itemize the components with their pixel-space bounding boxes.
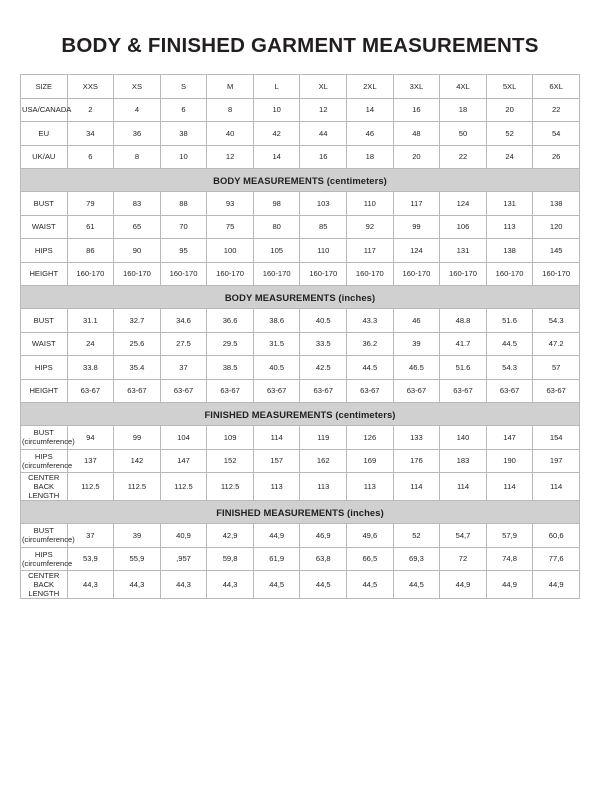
table-cell: 16 — [393, 98, 440, 122]
table-cell: 160-170 — [253, 262, 300, 286]
table-cell: 74,8 — [486, 547, 533, 571]
table-cell: 12 — [300, 98, 347, 122]
row-label: BUST (circumference) — [21, 524, 68, 548]
table-cell: 48 — [393, 122, 440, 146]
table-cell: 44,9 — [253, 524, 300, 548]
table-cell: 80 — [253, 215, 300, 239]
header-size-xl: XL — [300, 75, 347, 99]
row-label: HIPS (circumference — [21, 449, 68, 473]
table-cell: 2 — [67, 98, 114, 122]
table-cell: 112.5 — [67, 473, 114, 501]
table-cell: 72 — [440, 547, 487, 571]
table-cell: 131 — [486, 192, 533, 216]
table-cell: 147 — [486, 426, 533, 450]
measurements-table — [20, 74, 580, 599]
table-cell: 117 — [393, 192, 440, 216]
table-row — [21, 192, 580, 216]
table-cell: 22 — [533, 98, 580, 122]
table-cell: 160-170 — [486, 262, 533, 286]
table-cell: 44,5 — [393, 571, 440, 599]
table-cell: 29.5 — [207, 332, 254, 356]
table-cell: 44,9 — [440, 571, 487, 599]
table-cell: 32.7 — [114, 309, 161, 333]
table-cell: 103 — [300, 192, 347, 216]
table-cell: 39 — [393, 332, 440, 356]
table-cell: 160-170 — [300, 262, 347, 286]
table-cell: 63-67 — [160, 379, 207, 403]
table-cell: 42.5 — [300, 356, 347, 380]
table-cell: 137 — [67, 449, 114, 473]
table-cell: 55,9 — [114, 547, 161, 571]
table-cell: 183 — [440, 449, 487, 473]
table-cell: 40 — [207, 122, 254, 146]
header-size-5xl: 5XL — [486, 75, 533, 99]
table-cell: 57,9 — [486, 524, 533, 548]
table-cell: 42,9 — [207, 524, 254, 548]
table-cell: 112.5 — [207, 473, 254, 501]
table-cell: 38.5 — [207, 356, 254, 380]
table-cell: 42 — [253, 122, 300, 146]
table-cell: 114 — [253, 426, 300, 450]
table-cell: 46 — [393, 309, 440, 333]
table-cell: 12 — [207, 145, 254, 169]
table-cell: 37 — [160, 356, 207, 380]
table-cell: 63-67 — [253, 379, 300, 403]
table-cell: 20 — [486, 98, 533, 122]
table-cell: 10 — [253, 98, 300, 122]
table-header-row — [21, 75, 580, 99]
table-cell: 93 — [207, 192, 254, 216]
header-size-xxs: XXS — [67, 75, 114, 99]
header-size-2xl: 2XL — [347, 75, 394, 99]
table-cell: 138 — [486, 239, 533, 263]
header-size-label: SIZE — [21, 75, 68, 99]
table-cell: 88 — [160, 192, 207, 216]
table-cell: 160-170 — [347, 262, 394, 286]
table-cell: 46 — [347, 122, 394, 146]
table-cell: 51.6 — [486, 309, 533, 333]
header-size-l: L — [253, 75, 300, 99]
table-cell: 63-67 — [114, 379, 161, 403]
table-cell: 24 — [486, 145, 533, 169]
table-cell: 113 — [253, 473, 300, 501]
table-cell: 44,3 — [207, 571, 254, 599]
row-label: UK/AU — [21, 145, 68, 169]
table-cell: 34 — [67, 122, 114, 146]
table-cell: 160-170 — [440, 262, 487, 286]
table-cell: 59,8 — [207, 547, 254, 571]
header-size-s: S — [160, 75, 207, 99]
row-label: WAIST — [21, 332, 68, 356]
table-cell: 98 — [253, 192, 300, 216]
table-row — [21, 356, 580, 380]
table-cell: 8 — [207, 98, 254, 122]
table-cell: 63,8 — [300, 547, 347, 571]
table-cell: 63-67 — [67, 379, 114, 403]
table-cell: 197 — [533, 449, 580, 473]
table-row — [21, 449, 580, 473]
table-cell: 61 — [67, 215, 114, 239]
table-cell: 70 — [160, 215, 207, 239]
row-label: BUST — [21, 309, 68, 333]
table-cell: 52 — [393, 524, 440, 548]
row-label: HEIGHT — [21, 379, 68, 403]
table-cell: 39 — [114, 524, 161, 548]
table-cell: 154 — [533, 426, 580, 450]
table-cell: 6 — [67, 145, 114, 169]
table-cell: 77,6 — [533, 547, 580, 571]
table-row — [21, 571, 580, 599]
table-cell: 44 — [300, 122, 347, 146]
section-title: BODY MEASUREMENTS (centimeters) — [21, 169, 580, 192]
row-label: CENTER BACK LENGTH — [21, 473, 68, 501]
table-cell: 83 — [114, 192, 161, 216]
table-cell: 54.3 — [486, 356, 533, 380]
table-row — [21, 145, 580, 169]
table-cell: 26 — [533, 145, 580, 169]
row-label: BUST (circumference) — [21, 426, 68, 450]
measurements-table-body — [21, 75, 580, 599]
table-cell: 145 — [533, 239, 580, 263]
table-cell: 114 — [486, 473, 533, 501]
header-size-3xl: 3XL — [393, 75, 440, 99]
table-cell: 54.3 — [533, 309, 580, 333]
section-title: BODY MEASUREMENTS (inches) — [21, 286, 580, 309]
table-cell: 113 — [347, 473, 394, 501]
table-cell: 46.5 — [393, 356, 440, 380]
header-size-xs: XS — [114, 75, 161, 99]
section-header-row — [21, 169, 580, 192]
table-cell: 75 — [207, 215, 254, 239]
table-cell: 4 — [114, 98, 161, 122]
table-cell: 47.2 — [533, 332, 580, 356]
table-row — [21, 524, 580, 548]
table-cell: 51.6 — [440, 356, 487, 380]
table-cell: 52 — [486, 122, 533, 146]
header-size-m: M — [207, 75, 254, 99]
table-cell: 66,5 — [347, 547, 394, 571]
table-cell: 106 — [440, 215, 487, 239]
table-cell: 53,9 — [67, 547, 114, 571]
table-cell: 44,9 — [533, 571, 580, 599]
table-cell: 114 — [440, 473, 487, 501]
table-cell: 160-170 — [67, 262, 114, 286]
table-cell: 33.8 — [67, 356, 114, 380]
table-cell: 44,5 — [300, 571, 347, 599]
table-cell: 49,6 — [347, 524, 394, 548]
table-cell: 112.5 — [160, 473, 207, 501]
table-cell: 140 — [440, 426, 487, 450]
header-size-4xl: 4XL — [440, 75, 487, 99]
table-cell: 160-170 — [207, 262, 254, 286]
table-cell: 99 — [114, 426, 161, 450]
table-cell: 10 — [160, 145, 207, 169]
table-cell: 147 — [160, 449, 207, 473]
table-cell: 31.1 — [67, 309, 114, 333]
table-row — [21, 262, 580, 286]
table-cell: 54,7 — [440, 524, 487, 548]
row-label: CENTER BACK LENGTH — [21, 571, 68, 599]
table-row — [21, 332, 580, 356]
table-cell: 85 — [300, 215, 347, 239]
table-cell: 20 — [393, 145, 440, 169]
page-title: BODY & FINISHED GARMENT MEASUREMENTS — [61, 34, 539, 57]
table-cell: 63-67 — [486, 379, 533, 403]
table-cell: 160-170 — [160, 262, 207, 286]
table-cell: 33.5 — [300, 332, 347, 356]
table-cell: 63-67 — [533, 379, 580, 403]
table-cell: 34.6 — [160, 309, 207, 333]
table-cell: 31.5 — [253, 332, 300, 356]
table-cell: 44,9 — [486, 571, 533, 599]
table-cell: 43.3 — [347, 309, 394, 333]
table-row — [21, 122, 580, 146]
table-cell: 8 — [114, 145, 161, 169]
table-cell: 110 — [300, 239, 347, 263]
table-cell: 69,3 — [393, 547, 440, 571]
table-cell: 44.5 — [347, 356, 394, 380]
table-cell: 114 — [393, 473, 440, 501]
table-cell: 90 — [114, 239, 161, 263]
table-cell: 109 — [207, 426, 254, 450]
table-cell: 22 — [440, 145, 487, 169]
table-cell: 27.5 — [160, 332, 207, 356]
table-cell: 160-170 — [393, 262, 440, 286]
table-row — [21, 215, 580, 239]
table-cell: 44,5 — [347, 571, 394, 599]
table-cell: 138 — [533, 192, 580, 216]
table-cell: 142 — [114, 449, 161, 473]
table-cell: 6 — [160, 98, 207, 122]
table-cell: 126 — [347, 426, 394, 450]
section-header-row — [21, 501, 580, 524]
table-cell: 124 — [440, 192, 487, 216]
table-row — [21, 98, 580, 122]
table-cell: 36.2 — [347, 332, 394, 356]
section-title: FINISHED MEASUREMENTS (inches) — [21, 501, 580, 524]
table-cell: 79 — [67, 192, 114, 216]
table-cell: 44,3 — [160, 571, 207, 599]
row-label: HIPS — [21, 239, 68, 263]
table-cell: 113 — [300, 473, 347, 501]
table-cell: 50 — [440, 122, 487, 146]
table-cell: 105 — [253, 239, 300, 263]
table-cell: 37 — [67, 524, 114, 548]
table-cell: 169 — [347, 449, 394, 473]
table-cell: 94 — [67, 426, 114, 450]
table-cell: 38 — [160, 122, 207, 146]
table-cell: ,957 — [160, 547, 207, 571]
table-cell: 14 — [347, 98, 394, 122]
table-cell: 63-67 — [440, 379, 487, 403]
section-header-row — [21, 403, 580, 426]
row-label: EU — [21, 122, 68, 146]
table-cell: 40.5 — [300, 309, 347, 333]
table-cell: 152 — [207, 449, 254, 473]
table-cell: 131 — [440, 239, 487, 263]
table-cell: 36 — [114, 122, 161, 146]
table-cell: 40.5 — [253, 356, 300, 380]
table-cell: 133 — [393, 426, 440, 450]
row-label: HIPS (circumference — [21, 547, 68, 571]
table-cell: 18 — [440, 98, 487, 122]
table-row — [21, 379, 580, 403]
table-cell: 124 — [393, 239, 440, 263]
table-cell: 176 — [393, 449, 440, 473]
table-cell: 61,9 — [253, 547, 300, 571]
row-label: HEIGHT — [21, 262, 68, 286]
table-cell: 44,5 — [253, 571, 300, 599]
table-cell: 44.5 — [486, 332, 533, 356]
table-cell: 157 — [253, 449, 300, 473]
table-cell: 63-67 — [207, 379, 254, 403]
section-header-row — [21, 286, 580, 309]
table-row — [21, 426, 580, 450]
table-cell: 160-170 — [533, 262, 580, 286]
table-cell: 38.6 — [253, 309, 300, 333]
table-cell: 99 — [393, 215, 440, 239]
table-cell: 112.5 — [114, 473, 161, 501]
table-cell: 86 — [67, 239, 114, 263]
table-cell: 100 — [207, 239, 254, 263]
table-cell: 190 — [486, 449, 533, 473]
table-cell: 120 — [533, 215, 580, 239]
row-label: WAIST — [21, 215, 68, 239]
table-cell: 95 — [160, 239, 207, 263]
table-cell: 162 — [300, 449, 347, 473]
table-row — [21, 239, 580, 263]
table-cell: 46,9 — [300, 524, 347, 548]
table-cell: 16 — [300, 145, 347, 169]
table-cell: 18 — [347, 145, 394, 169]
table-cell: 119 — [300, 426, 347, 450]
table-cell: 24 — [67, 332, 114, 356]
table-cell: 60,6 — [533, 524, 580, 548]
section-title: FINISHED MEASUREMENTS (centimeters) — [21, 403, 580, 426]
table-cell: 57 — [533, 356, 580, 380]
table-cell: 110 — [347, 192, 394, 216]
table-cell: 41.7 — [440, 332, 487, 356]
table-cell: 44,3 — [114, 571, 161, 599]
table-cell: 117 — [347, 239, 394, 263]
row-label: BUST — [21, 192, 68, 216]
table-cell: 14 — [253, 145, 300, 169]
table-cell: 63-67 — [347, 379, 394, 403]
table-cell: 92 — [347, 215, 394, 239]
row-label: USA/CANADA — [21, 98, 68, 122]
table-cell: 63-67 — [300, 379, 347, 403]
table-cell: 113 — [486, 215, 533, 239]
row-label: HIPS — [21, 356, 68, 380]
table-cell: 44,3 — [67, 571, 114, 599]
table-cell: 65 — [114, 215, 161, 239]
table-cell: 48.8 — [440, 309, 487, 333]
table-row — [21, 547, 580, 571]
table-cell: 25.6 — [114, 332, 161, 356]
header-size-6xl: 6XL — [533, 75, 580, 99]
table-cell: 40,9 — [160, 524, 207, 548]
table-row — [21, 309, 580, 333]
table-cell: 63-67 — [393, 379, 440, 403]
table-cell: 54 — [533, 122, 580, 146]
table-cell: 160-170 — [114, 262, 161, 286]
table-cell: 35.4 — [114, 356, 161, 380]
table-cell: 114 — [533, 473, 580, 501]
table-row — [21, 473, 580, 501]
table-cell: 36.6 — [207, 309, 254, 333]
table-cell: 104 — [160, 426, 207, 450]
